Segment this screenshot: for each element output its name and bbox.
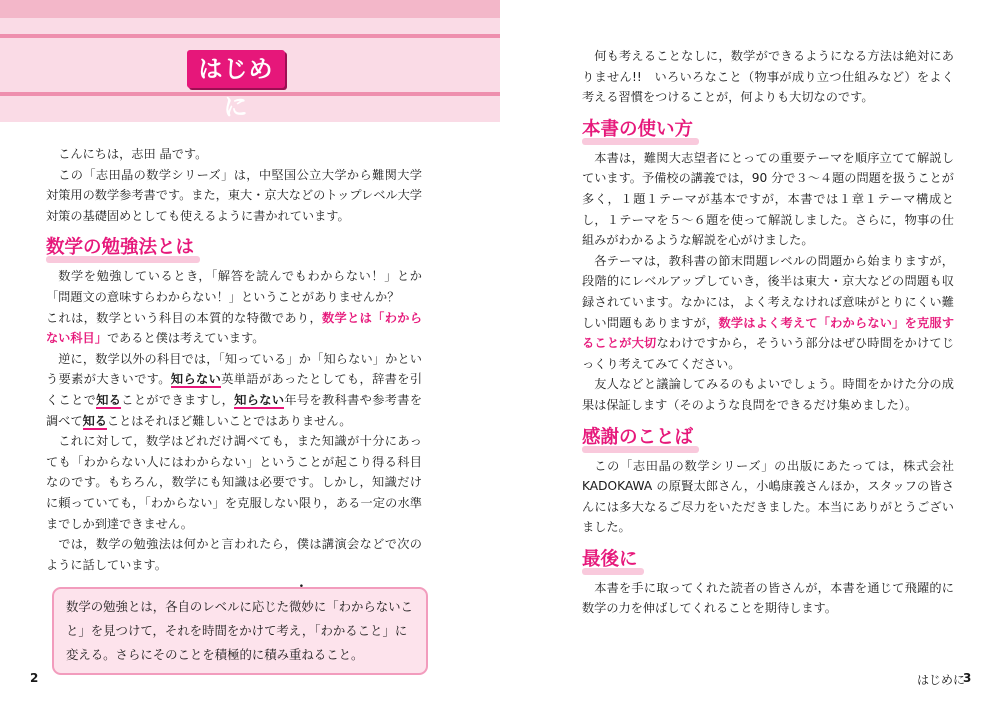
chapter-title-box — [187, 50, 285, 121]
study-paragraph-5: では，数学の勉強法は何かと言われたら，僕は講演会などで次のように話しています。 — [46, 537, 422, 572]
text-run: なわけですから，そういう部分はぜひ時間をかけてじっくり考えてみてください。 — [582, 336, 955, 371]
section-heading-study-method: 数学の勉強法とは — [46, 237, 195, 259]
section-heading-thanks: 感謝のことば — [582, 426, 694, 448]
page-number-left: 2 — [30, 671, 39, 685]
section-heading-how-to-use: 本書の使い方 — [582, 118, 694, 140]
underlined-word: 知る — [96, 392, 122, 407]
callout-text: に「わからないこと」を見つけて，それを時間をかけて考え，「わかること」に変える。さらにそのことを積極的に積み重ねること。 — [66, 599, 413, 663]
section-heading-finally: 最後に — [582, 548, 638, 570]
continuation-paragraph: 何も考えることなしに，数学ができるようになる方法は絶対にありません!! いろいろなこと（物事が成り立つ仕組みなど）をよく考える習慣をつけることが，何よりも大切なのです。 — [582, 49, 954, 105]
text-run: 英単語があったとしても，辞書を引くことで — [46, 372, 423, 407]
text-run: 各テーマは，教科書の節末問題レベルの問題から始まりますが，段階的にレベルアップしていき，後半は東大・京大などの問題も収録されています。なかには，よく考えなければ意味がとりにくい難しい問題もありますが， — [582, 253, 954, 330]
page-number-right: 3 — [963, 671, 972, 685]
chapter-header-band — [0, 0, 500, 122]
usage-paragraph-2 — [582, 251, 954, 375]
study-paragraph-2 — [46, 308, 422, 349]
study-paragraph-4: これに対して，数学はどれだけ調べても，また知識が十分にあっても「わからない人にはわからない」ということが起こり得る科目なのです。もちろん，数学にも知識は必要です。しかし，知識だけに頼っていても，「わからない」を克服しない限り，ある一定の水準までしか到達できません。 — [46, 434, 422, 531]
callout-text: 数学の勉強とは，各自のレベルに応じた — [66, 599, 290, 615]
text-run: これは，数学という科目の本質的な特徴であり， — [46, 310, 322, 325]
chapter-title: はじめに — [198, 55, 274, 121]
finally-paragraph: 本書を手に取ってくれた読者の皆さんが，本書を通じて飛躍的に数学の力を伸ばしてくれることを期待します。 — [582, 580, 954, 616]
highlight-phrase: 数学とは「わからない科目」 — [46, 310, 423, 346]
text-run: 年号を教科書や参考書を調べて — [46, 392, 423, 428]
left-page-column — [46, 144, 422, 675]
underlined-word: 知る — [82, 413, 107, 428]
text-run: ことはそれほど難しいことではありません。 — [106, 413, 352, 428]
emphasis-dotted-word: 微妙 — [289, 599, 314, 615]
right-page-column — [582, 46, 954, 619]
underlined-word: 知らない — [170, 372, 222, 387]
quote-callout-box — [52, 587, 428, 675]
header-stripe — [0, 0, 500, 18]
intro-greeting: こんにちは，志田 晶です。 — [58, 147, 208, 161]
thanks-paragraph: この「志田晶の数学シリーズ」の出版にあたっては，株式会社 KADOKAWA の原賢太郎さん，小嶋康義さんほか，スタッフの皆さんには多大なるご尽力をいただきました。本当にありがとうございました。 — [582, 458, 954, 535]
text-run: であると僕は考えています。 — [106, 331, 265, 346]
underlined-word: 知らない — [234, 392, 285, 407]
text-run: 逆に，数学以外の科目では，「知っている」か「知らない」かという要素が大きいです。 — [46, 351, 422, 387]
highlight-phrase: 数学はよく考えて「わからない」を克服することが大切 — [582, 315, 955, 351]
study-paragraph-3 — [46, 349, 422, 431]
text-run: ことができますし， — [121, 392, 235, 407]
header-rule-top — [0, 34, 500, 38]
usage-paragraph-3: 友人などと議論してみるのもよいでしょう。時間をかけた分の成果は保証します（そのような良問をできるだけ集めました）。 — [582, 377, 954, 412]
study-paragraph-1: 数学を勉強しているとき，「解答を読んでもわからない！」とか「問題文の意味すらわからない！」ということがありませんか？ — [46, 269, 422, 304]
usage-paragraph-1: 本書は，難関大志望者にとっての重要テーマを順序立てて解説しています。予備校の講義では，90 分で３～４題の問題を扱うことが多く，１題１テーマが基本ですが，本書では１章１テーマ構成とし，１テーマを５～６題を使って解説しました。さらに，物事の仕組みがわかるような解説を心がけました。 — [582, 150, 954, 248]
running-head: はじめに — [917, 673, 966, 687]
intro-paragraph: この「志田晶の数学シリーズ」は，中堅国公立大学から難関大学対策用の数学参考書です。また，東大・京大などのトップレベル大学対策の基礎固めとしても使えるように書かれています。 — [46, 167, 422, 223]
